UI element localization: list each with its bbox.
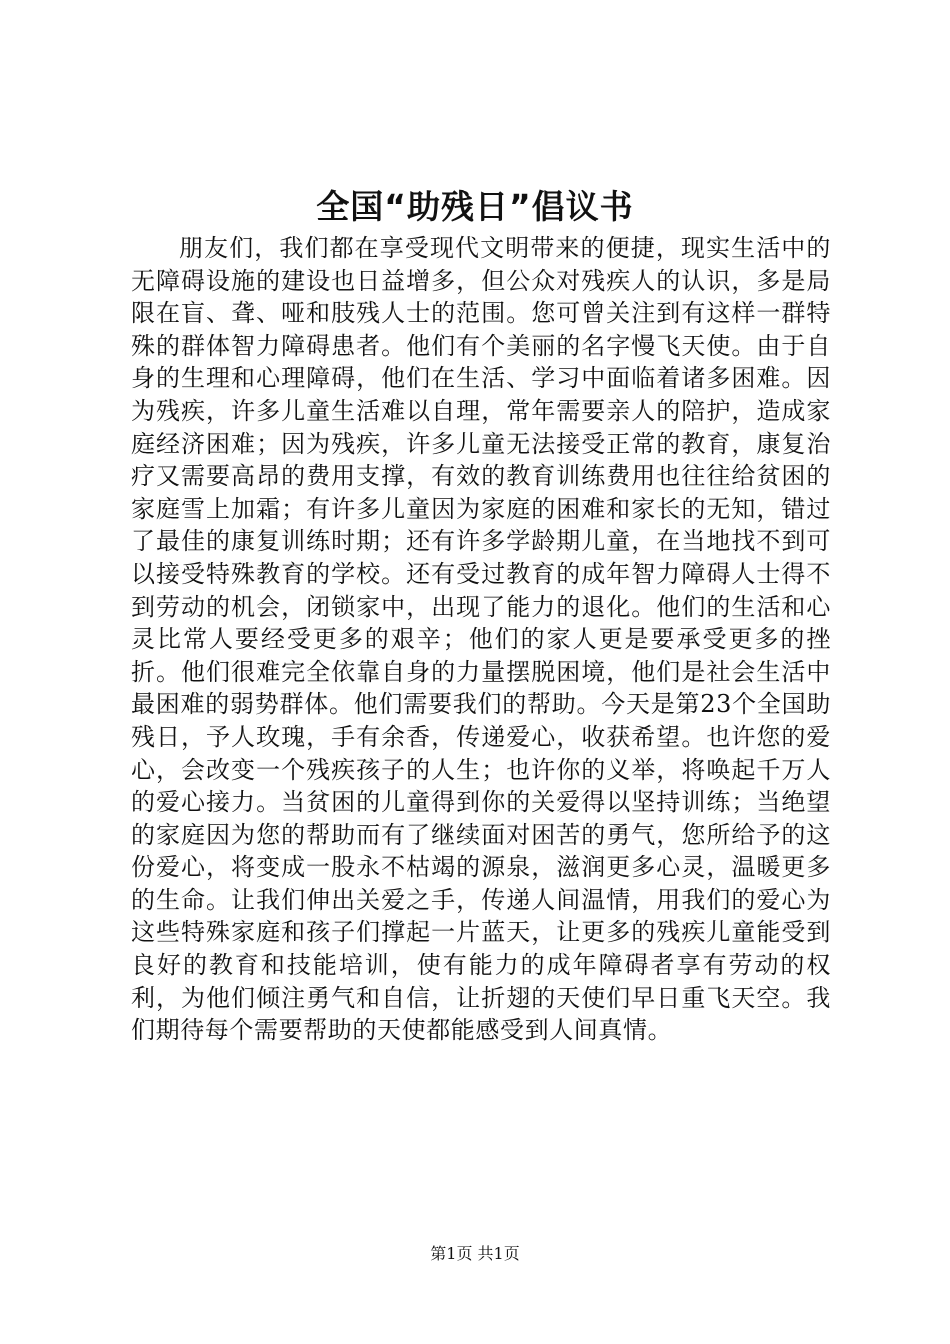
page-number-footer: 第1页 共1页 [430,1244,520,1263]
document-title: 全国“助残日”倡议书 [316,187,634,226]
document-body-paragraph: 朋友们，我们都在享受现代文明带来的便捷，现实生活中的无障碍设施的建设也日益增多，但公众对残疾人的认识，多是局限在盲、聋、哑和肢残人士的范围。您可曾关注到有这样一群特殊的群体智力障碍患者。他们有个美丽的名字慢飞天使。由于自身的生理和心理障碍，他们在生活、学习中面临着诸多困难。因为残疾，许多儿童生活难以自理，常年需要亲人的陪护，造成家庭经济困难；因为残疾，许多儿童无法接受正常的教育，康复治疗又需要高昂的费用支撑，有效的教育训练费用也往往给贫困的家庭雪上加霜；有许多儿童因为家庭的困难和家长的无知，错过了最佳的康复训练时期；还有许多学龄期儿童，在当地找不到可以接受特殊教育的学校。还有受过教育的成年智力障碍人士得不到劳动的机会，闭锁家中，出现了能力的退化。他们的生活和心灵比常人要经受更多的艰辛；他们的家人更是要承受更多的挫折。他们很难完全依靠自身的力量摆脱困境，他们是社会生活中最困难的弱势群体。他们需要我们的帮助。今天是第23个全国助残日，予人玫瑰，手有余香，传递爱心，收获希望。也许您的爱心，会改变一个残疾孩子的人生；也许你的义举，将唤起千万人的爱心接力。当贫困的儿童得到你的关爱得以坚持训练；当绝望的家庭因为您的帮助而有了继续面对困苦的勇气，您所给予的这份爱心，将变成一股永不枯竭的源泉，滋润更多心灵，温暖更多的生命。让我们伸出关爱之手，传递人间温情，用我们的爱心为这些特殊家庭和孩子们撑起一片蓝天，让更多的残疾儿童能受到良好的教育和技能培训，使有能力的成年障碍者享有劳动的权利，为他们倾注勇气和自信，让折翅的天使们早日重飞天空。我们期待每个需要帮助的天使都能感受到人间真情。 [131,234,831,1045]
